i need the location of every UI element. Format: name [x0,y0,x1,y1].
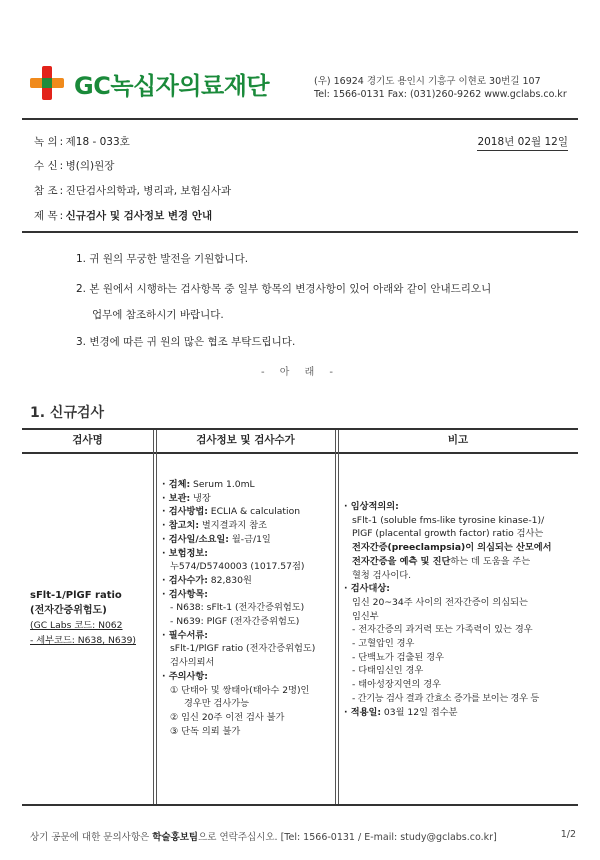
docs-value-2: 검사의뢰서 [170,657,215,669]
items-label: · 검사항목: [162,588,208,600]
target-item: - 단백뇨가 검출된 경우 [352,651,444,663]
apply-date-value: 03월 12일 접수분 [381,706,458,718]
column-separator [156,430,157,804]
target-item: - 전자간증의 과거력 또는 가족력이 있는 경우 [352,624,533,636]
storage-label: · 보관: [162,492,191,504]
clinical-text: 혈청 검사이다. [352,569,412,581]
note-item: ① 단태아 및 쌍태아(태아수 2명)인 [170,684,310,696]
memo-subject-label: 제 목 [34,210,58,222]
sample-label: · 검체: [162,479,191,490]
reference-value: 별지결과지 참조 [199,520,267,532]
test-item: - N638: sFlt-1 (전자간증위험도) [170,602,305,614]
new-test-table [22,428,578,806]
fee-value: 82,830원 [207,574,252,586]
target-text: 임신부 [352,610,379,622]
table-header-border [22,452,578,454]
note-item: ② 임신 20주 이전 검사 불가 [170,711,285,723]
table-bottom-border [22,804,578,806]
note-item-cont: 경우만 검사가능 [184,698,250,710]
column-separator [335,430,336,804]
memo-date: 2018년 02월 12일 [477,134,568,151]
below-marker: - 아 래 - [260,367,340,378]
memo-subject: 제 목 : 신규검사 및 검사정보 변경 안내 [34,210,213,222]
header-test-name: 검사명 [72,434,103,446]
header-test-info: 검사정보 및 검사수가 [196,434,295,446]
column-separator [153,430,154,804]
test-name-korean: (전자간증위험도) [30,605,107,616]
column-separator [338,430,339,804]
fee-label: · 검사수가: [162,574,208,586]
memo-recipient: 수 신 : 병(의)원장 [34,160,115,172]
memo-recipient-label: 수 신 [34,160,58,172]
footer-text-contact: 으로 연락주십시오. [Tel: 1566-0131 / E-mail: study@gclabs.co.kr] [198,832,497,843]
footer-department: 학술홍보팀 [152,832,199,843]
memo-doc-number: 녹 의 : 제18 - 033호 [34,136,130,148]
company-contact: Tel: 1566-0131 Fax: (031)260-9262 www.gclabs.co.kr [314,89,567,100]
body-line-2b: 업무에 참조하시기 바랍니다. [92,309,224,321]
docs-value: sFlt-1/PlGF ratio (전자간증위험도) [170,643,316,655]
footer-contact [30,829,497,843]
reference-label: · 참고치: [162,520,199,532]
clinical-text: sFlt-1 (soluble fms-like tyrosine kinase-1)/ [352,514,545,526]
method-value: ECLIA & calculation [207,506,301,518]
test-item: - N639: PlGF (전자간증위험도) [170,616,300,628]
clinical-text: 하는 데 도움을 주는 [450,555,531,567]
clinical-label: · 임상적의의: [344,501,399,512]
docs-label: · 필수서류: [162,629,208,641]
header-divider [22,118,578,120]
target-item: - 다태임신인 경우 [352,665,424,677]
body-line-2: 2. 본 원에서 시행하는 검사항목 중 일부 항목의 변경사항이 있어 아래와 같이 안내드리오니 [76,283,492,295]
note-item: ③ 단독 의뢰 불가 [170,725,241,737]
days-value: 월-금/1일 [228,533,271,545]
target-text: 임신 20~34주 사이의 전자간증이 의심되는 [352,596,528,608]
insurance-value: 누574/D5740003 (1017.57점) [170,561,305,573]
apply-date-label: · 적용일: [344,706,381,718]
storage-value: 냉장 [190,492,211,504]
clinical-text-bold: 전자간증을 예측 및 진단 [352,555,451,567]
table-top-border [22,428,578,430]
page-number: 1/2 [560,829,576,840]
remarks-cell [344,500,576,719]
test-name-cell [30,588,152,648]
section-title: 1. 신규검사 [30,405,105,421]
notes-label: · 주의사항: [162,670,208,682]
memo-doc-number-label: 녹 의 [34,136,58,148]
clinical-text: PlGF (placental growth factor) ratio 검사는 [352,528,544,540]
target-item: - 간기능 검사 결과 간효소 증가를 보이는 경우 등 [352,692,539,704]
method-label: · 검사방법: [162,506,208,518]
clinical-text-bold: 전자간증(preeclampsia)이 의심되는 산모에서 [352,542,552,554]
logo-text: GC녹십자의료재단 [74,72,270,100]
footer-text: 상기 공문에 대한 문의사항은 [30,832,153,843]
memo-cc-value: 진단검사의학과, 병리과, 보험심사과 [65,185,232,197]
test-name: sFlt-1/PlGF ratio [30,590,122,601]
insurance-label: · 보험정보: [162,547,208,559]
memo-subject-value: 신규검사 및 검사정보 변경 안내 [65,210,213,222]
test-info-cell [162,478,334,738]
memo-recipient-value: 병(의)원장 [65,160,115,172]
test-code: (GC Labs 코드: N062 [30,620,123,631]
gc-cross-icon [30,66,64,100]
body-line-3: 3. 변경에 따른 귀 원의 많은 협조 부탁드립니다. [76,336,296,348]
days-label: · 검사일/소요일: [162,533,229,545]
target-label: · 검사대상: [344,583,390,595]
test-subcodes: - 세부코드: N638, N639) [30,635,136,646]
target-item: - 태아성장지연의 경우 [352,679,442,691]
body-line-1: 1. 귀 원의 무궁한 발전을 기원합니다. [76,253,249,265]
memo-divider [22,231,578,233]
memo-cc-label: 참 조 [34,185,58,197]
company-address: (우) 16924 경기도 용인시 기흥구 이현로 30번길 107 [314,76,541,87]
memo-doc-number-value: 제18 - 033호 [65,136,130,148]
target-item: - 고혈압인 경우 [352,638,415,650]
sample-value: Serum 1.0mL [190,479,255,490]
company-logo [30,62,290,102]
header-remarks: 비고 [447,434,469,446]
memo-cc: 참 조 : 진단검사의학과, 병리과, 보험심사과 [34,185,232,197]
